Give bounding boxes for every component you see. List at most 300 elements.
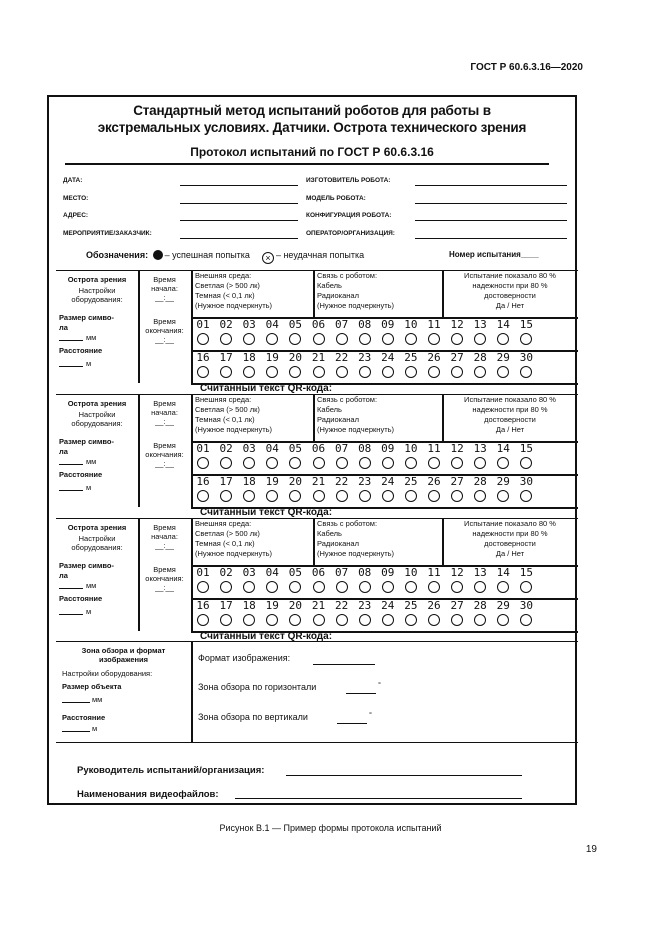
trial-circle[interactable] xyxy=(497,457,509,469)
acuity-label: Острота зрения xyxy=(67,275,127,284)
trial-circle[interactable] xyxy=(382,490,394,502)
trial-circle[interactable] xyxy=(266,333,278,345)
trial-circle[interactable] xyxy=(497,490,509,502)
fov-horizontal: Зона обзора по горизонтали xyxy=(198,682,317,692)
trial-circle[interactable] xyxy=(359,614,371,626)
trial-circle[interactable] xyxy=(266,457,278,469)
qr-text-label: Считанный текст QR-кода: xyxy=(200,507,333,518)
trial-number: 16 xyxy=(196,475,210,488)
field-label: ИЗГОТОВИТЕЛЬ РОБОТА: xyxy=(306,177,391,184)
link-option: (Нужное подчеркнуть) xyxy=(317,425,395,434)
start-time-field: __:__ xyxy=(155,541,174,550)
trial-number: 18 xyxy=(242,599,256,612)
symbol-size-label: Размер симво- xyxy=(59,313,115,322)
trial-circle[interactable] xyxy=(359,457,371,469)
environment-option: (Нужное подчеркнуть) xyxy=(195,425,273,434)
trial-circle[interactable] xyxy=(313,333,325,345)
trial-number: 26 xyxy=(427,351,441,364)
trial-number: 21 xyxy=(311,351,326,364)
distance-field[interactable] xyxy=(59,366,83,367)
trial-number: 28 xyxy=(473,351,487,364)
trial-circle[interactable] xyxy=(336,581,348,593)
trial-circle[interactable] xyxy=(428,490,440,502)
trial-number: 29 xyxy=(496,475,510,488)
trial-number: 06 xyxy=(311,318,326,331)
trial-circle[interactable] xyxy=(243,366,255,378)
trial-number: 17 xyxy=(219,599,233,612)
trial-number: 12 xyxy=(450,566,464,579)
end-time-field: __:__ xyxy=(155,335,174,344)
trial-circle[interactable] xyxy=(220,457,232,469)
trial-block xyxy=(56,270,578,395)
trial-number: 21 xyxy=(311,599,326,612)
environment-option: (Нужное подчеркнуть) xyxy=(195,301,273,310)
fov-distance: Расстояние xyxy=(62,713,106,722)
distance-label: Расстояние xyxy=(59,346,103,355)
trial-number: 18 xyxy=(242,351,256,364)
trial-number: 04 xyxy=(265,442,279,455)
start-time-label: начала: xyxy=(151,532,178,541)
trial-number: 13 xyxy=(473,442,487,455)
trial-number: 23 xyxy=(358,599,372,612)
trial-circle[interactable] xyxy=(497,333,509,345)
trial-number: 24 xyxy=(381,351,395,364)
fov-distance-field[interactable] xyxy=(62,731,90,732)
settings-label: оборудования: xyxy=(71,543,123,552)
trial-number: 22 xyxy=(334,351,349,364)
link-option: Связь с роботом: xyxy=(317,395,378,404)
trial-number: 05 xyxy=(288,566,303,579)
trial-circle[interactable] xyxy=(405,490,417,502)
trial-number: 16 xyxy=(196,351,210,364)
start-time-label: Время xyxy=(153,275,176,284)
trial-number: 10 xyxy=(404,442,418,455)
trial-number: 15 xyxy=(519,318,534,331)
trial-number: 14 xyxy=(496,442,510,455)
link-option: Связь с роботом: xyxy=(317,271,378,280)
symbol-size-field[interactable] xyxy=(59,464,83,465)
link-option: Кабель xyxy=(317,281,342,290)
link-option: (Нужное подчеркнуть) xyxy=(317,301,395,310)
trial-circle[interactable] xyxy=(382,333,394,345)
trial-circle[interactable] xyxy=(220,490,232,502)
start-time-label: Время xyxy=(153,399,176,408)
result-text: Испытание показало 80 % xyxy=(464,395,556,404)
mm-unit: мм xyxy=(86,457,97,466)
environment-option: Темная (< 0,1 лк) xyxy=(195,539,255,548)
protocol-form xyxy=(47,95,577,805)
trial-circle[interactable] xyxy=(289,366,301,378)
trial-number: 07 xyxy=(334,566,349,579)
trial-circle[interactable] xyxy=(382,366,394,378)
end-time-label: Время xyxy=(153,317,176,326)
trial-circle[interactable] xyxy=(197,581,209,593)
trial-circle[interactable] xyxy=(336,457,348,469)
fov-horizontal-field[interactable] xyxy=(346,693,376,694)
field-input[interactable] xyxy=(180,203,298,204)
trial-circle[interactable] xyxy=(313,366,325,378)
trial-circle[interactable] xyxy=(474,490,486,502)
leader-label: Руководитель испытаний/организация: xyxy=(77,765,265,776)
link-option: (Нужное подчеркнуть) xyxy=(317,549,395,558)
filled-circle-icon xyxy=(153,250,163,260)
trial-circle[interactable] xyxy=(497,614,509,626)
trial-circle[interactable] xyxy=(451,366,463,378)
trial-number: 24 xyxy=(381,475,395,488)
settings-label: Настройки xyxy=(78,410,116,419)
environment-option: Внешняя среда: xyxy=(195,395,252,404)
trial-circle[interactable] xyxy=(220,333,232,345)
acuity-label: Острота зрения xyxy=(67,523,127,532)
trial-circle[interactable] xyxy=(451,614,463,626)
result-text: Испытание показало 80 % xyxy=(464,519,556,528)
fov-format: Формат изображения: xyxy=(198,653,291,663)
field-label: ДАТА: xyxy=(63,177,83,184)
trial-circle[interactable] xyxy=(289,614,301,626)
trial-circle[interactable] xyxy=(336,333,348,345)
trial-number: 02 xyxy=(219,442,233,455)
result-text: Да / Нет xyxy=(495,549,525,558)
trial-circle[interactable] xyxy=(497,366,509,378)
end-time-label: окончания: xyxy=(145,450,184,459)
trial-number: 08 xyxy=(358,442,372,455)
trial-number: 04 xyxy=(265,318,279,331)
result-text: надежности при 80 % xyxy=(472,405,548,414)
trial-number: 13 xyxy=(473,318,487,331)
fov-divider xyxy=(191,642,193,742)
trial-circle[interactable] xyxy=(313,581,325,593)
end-time-label: окончания: xyxy=(145,574,184,583)
trial-number: 22 xyxy=(334,475,349,488)
trial-circle[interactable] xyxy=(359,490,371,502)
symbol-size-label: ла xyxy=(59,323,68,332)
field-input[interactable] xyxy=(415,238,567,239)
trial-number: 23 xyxy=(358,475,372,488)
trial-number: 11 xyxy=(427,442,441,455)
symbol-size-label: ла xyxy=(59,447,68,456)
trial-circle[interactable] xyxy=(243,614,255,626)
trial-number: 12 xyxy=(450,318,464,331)
trial-circle[interactable] xyxy=(289,490,301,502)
end-time-label: Время xyxy=(153,565,176,574)
fov-horizontal-deg: ° xyxy=(378,680,381,689)
trial-circle[interactable] xyxy=(451,581,463,593)
mm-unit: мм xyxy=(86,333,97,342)
acuity-label: Острота зрения xyxy=(67,399,127,408)
trial-number: 22 xyxy=(334,599,349,612)
legend-fail: – неудачная попытка xyxy=(275,250,365,260)
trial-circle[interactable] xyxy=(520,490,532,502)
legend-label: Обозначения: xyxy=(86,250,149,260)
trial-circle[interactable] xyxy=(474,614,486,626)
field-input[interactable] xyxy=(180,220,298,221)
distance-label: Расстояние xyxy=(59,470,103,479)
start-time-label: начала: xyxy=(151,284,178,293)
trial-circle[interactable] xyxy=(474,366,486,378)
trial-circle[interactable] xyxy=(313,614,325,626)
trial-number: 19 xyxy=(265,599,279,612)
trial-circle[interactable] xyxy=(428,581,440,593)
link-option: Связь с роботом: xyxy=(317,519,378,528)
trial-block xyxy=(56,518,578,643)
fov-object-size: Размер объекта xyxy=(62,682,122,691)
trial-number: 17 xyxy=(219,351,233,364)
trial-circle[interactable] xyxy=(428,366,440,378)
result-text: достоверности xyxy=(484,415,536,424)
trial-number: 07 xyxy=(334,442,349,455)
trial-number: 07 xyxy=(334,318,349,331)
trial-circle[interactable] xyxy=(405,457,417,469)
link-option: Радиоканал xyxy=(317,415,359,424)
trial-circle[interactable] xyxy=(220,581,232,593)
trial-circle[interactable] xyxy=(289,457,301,469)
field-input[interactable] xyxy=(415,185,567,186)
trial-circle[interactable] xyxy=(243,490,255,502)
start-time-field: __:__ xyxy=(155,417,174,426)
trial-number: 03 xyxy=(242,442,256,455)
trial-circle[interactable] xyxy=(336,614,348,626)
trial-circle[interactable] xyxy=(289,581,301,593)
field-input[interactable] xyxy=(180,185,298,186)
trial-circle[interactable] xyxy=(266,366,278,378)
environment-option: Темная (< 0,1 лк) xyxy=(195,415,255,424)
trial-circle[interactable] xyxy=(359,581,371,593)
trial-number: 03 xyxy=(242,318,256,331)
start-time-field: __:__ xyxy=(155,293,174,302)
legend xyxy=(86,250,364,264)
settings-label: Настройки xyxy=(78,534,116,543)
trial-number: 21 xyxy=(311,475,326,488)
trial-circle[interactable] xyxy=(405,614,417,626)
trial-circle[interactable] xyxy=(520,614,532,626)
trial-number: 15 xyxy=(519,442,534,455)
trial-number: 20 xyxy=(288,599,303,612)
distance-field[interactable] xyxy=(59,490,83,491)
trial-number: 18 xyxy=(242,475,256,488)
settings-label: оборудования: xyxy=(71,419,123,428)
symbol-size-field[interactable] xyxy=(59,588,83,589)
trial-number: 27 xyxy=(450,599,464,612)
trial-circle[interactable] xyxy=(497,581,509,593)
trial-circle[interactable] xyxy=(405,366,417,378)
trial-circle[interactable] xyxy=(243,581,255,593)
fov-m: м xyxy=(92,724,98,733)
trial-number: 26 xyxy=(427,599,441,612)
trial-circle[interactable] xyxy=(197,333,209,345)
trial-circle[interactable] xyxy=(520,581,532,593)
trial-circle[interactable] xyxy=(313,490,325,502)
field-label: АДРЕС: xyxy=(63,212,89,219)
trial-circle[interactable] xyxy=(243,333,255,345)
fov-mm: мм xyxy=(92,695,103,704)
environment-option: Темная (< 0,1 лк) xyxy=(195,291,255,300)
test-number[interactable]: Номер испытания____ xyxy=(449,250,539,259)
qr-text-label: Считанный текст QR-кода: xyxy=(200,383,333,394)
trial-circle[interactable] xyxy=(474,457,486,469)
environment-option: (Нужное подчеркнуть) xyxy=(195,549,273,558)
leader-field[interactable] xyxy=(286,775,522,776)
trial-circle[interactable] xyxy=(451,333,463,345)
trial-circle[interactable] xyxy=(336,490,348,502)
distance-field[interactable] xyxy=(59,614,83,615)
form-title-line1: Стандартный метод испытаний роботов для работы в xyxy=(133,103,491,118)
field-label: МЕРОПРИЯТИЕ/ЗАКАЗЧИК: xyxy=(63,230,152,237)
environment-option: Светлая (> 500 лк) xyxy=(195,281,260,290)
trial-circle[interactable] xyxy=(243,457,255,469)
trial-number: 25 xyxy=(404,599,418,612)
trial-circle[interactable] xyxy=(382,457,394,469)
result-text: достоверности xyxy=(484,539,536,548)
videos-field[interactable] xyxy=(235,798,522,799)
trial-number: 27 xyxy=(450,475,464,488)
trial-circle[interactable] xyxy=(220,614,232,626)
result-text: Да / Нет xyxy=(495,301,525,310)
link-option: Радиоканал xyxy=(317,291,359,300)
crossed-circle-icon: × xyxy=(262,252,274,264)
figure-caption: Рисунок В.1 — Пример формы протокола испытаний xyxy=(219,823,442,833)
trial-number: 03 xyxy=(242,566,256,579)
trial-circle[interactable] xyxy=(451,457,463,469)
trial-circle[interactable] xyxy=(405,581,417,593)
trial-circle[interactable] xyxy=(428,614,440,626)
trial-number: 06 xyxy=(311,566,326,579)
symbol-size-label: ла xyxy=(59,571,68,580)
end-time-field: __:__ xyxy=(155,459,174,468)
trial-circle[interactable] xyxy=(520,366,532,378)
environment-option: Внешняя среда: xyxy=(195,271,252,280)
trial-number: 09 xyxy=(381,318,395,331)
trial-number: 06 xyxy=(311,442,326,455)
trial-number: 05 xyxy=(288,318,303,331)
environment-option: Светлая (> 500 лк) xyxy=(195,405,260,414)
block-divider xyxy=(313,519,315,565)
block-divider xyxy=(313,395,315,441)
trial-number: 24 xyxy=(381,599,395,612)
trial-number: 12 xyxy=(450,442,464,455)
trial-circle[interactable] xyxy=(313,457,325,469)
trial-number: 20 xyxy=(288,351,303,364)
trial-number: 01 xyxy=(196,442,210,455)
trial-circle[interactable] xyxy=(197,490,209,502)
settings-label: оборудования: xyxy=(71,295,123,304)
protocol-title: Протокол испытаний по ГОСТ Р 60.6.3.16 xyxy=(190,145,434,159)
standard-reference: ГОСТ Р 60.6.3.16—2020 xyxy=(470,62,583,73)
mm-unit: мм xyxy=(86,581,97,590)
trial-circle[interactable] xyxy=(197,366,209,378)
trial-number: 11 xyxy=(427,318,441,331)
field-label: МЕСТО: xyxy=(63,195,89,202)
trial-number: 14 xyxy=(496,566,510,579)
trial-number: 28 xyxy=(473,599,487,612)
trial-circle[interactable] xyxy=(220,366,232,378)
trial-circle[interactable] xyxy=(359,333,371,345)
link-option: Кабель xyxy=(317,405,342,414)
result-text: достоверности xyxy=(484,291,536,300)
trial-number: 16 xyxy=(196,599,210,612)
trial-circle[interactable] xyxy=(197,457,209,469)
trial-circle[interactable] xyxy=(382,581,394,593)
trial-number: 14 xyxy=(496,318,510,331)
trial-number: 11 xyxy=(427,566,441,579)
trial-number: 29 xyxy=(496,599,510,612)
trial-circle[interactable] xyxy=(336,366,348,378)
trial-circle[interactable] xyxy=(266,614,278,626)
result-text: Да / Нет xyxy=(495,425,525,434)
trial-number: 08 xyxy=(358,566,372,579)
trial-circle[interactable] xyxy=(428,333,440,345)
link-option: Кабель xyxy=(317,529,342,538)
trial-number: 05 xyxy=(288,442,303,455)
trial-circle[interactable] xyxy=(520,333,532,345)
trial-number: 04 xyxy=(265,566,279,579)
trial-circle[interactable] xyxy=(266,490,278,502)
trial-number: 13 xyxy=(473,566,487,579)
trial-number: 25 xyxy=(404,351,418,364)
fov-vertical-field[interactable] xyxy=(337,723,367,724)
trial-number: 09 xyxy=(381,442,395,455)
field-label: ОПЕРАТОР/ОРГАНИЗАЦИЯ: xyxy=(306,230,395,237)
settings-label: Настройки xyxy=(78,286,116,295)
trial-block xyxy=(56,394,578,519)
trial-number: 01 xyxy=(196,318,210,331)
trial-number: 01 xyxy=(196,566,210,579)
result-text: надежности при 80 % xyxy=(472,281,548,290)
link-option: Радиоканал xyxy=(317,539,359,548)
trial-circle[interactable] xyxy=(359,366,371,378)
trial-number: 10 xyxy=(404,318,418,331)
qr-text-label: Считанный текст QR-кода: xyxy=(200,631,333,642)
trial-circle[interactable] xyxy=(451,490,463,502)
block-divider xyxy=(313,271,315,317)
trial-circle[interactable] xyxy=(428,457,440,469)
end-time-label: Время xyxy=(153,441,176,450)
end-time-label: окончания: xyxy=(145,326,184,335)
distance-label: Расстояние xyxy=(59,594,103,603)
field-input[interactable] xyxy=(415,220,567,221)
end-time-field: __:__ xyxy=(155,583,174,592)
symbol-size-field[interactable] xyxy=(59,340,83,341)
trial-circle[interactable] xyxy=(520,457,532,469)
fov-title: Зона обзора и формат изображения xyxy=(81,646,166,664)
m-unit: м xyxy=(86,607,92,616)
field-input[interactable] xyxy=(180,238,298,239)
trial-circle[interactable] xyxy=(197,614,209,626)
trial-circle[interactable] xyxy=(266,581,278,593)
trial-number: 02 xyxy=(219,566,233,579)
fov-format-field[interactable] xyxy=(313,664,375,665)
fov-object-size-field[interactable] xyxy=(62,702,90,703)
m-unit: м xyxy=(86,483,92,492)
trial-number: 25 xyxy=(404,475,418,488)
environment-option: Внешняя среда: xyxy=(195,519,252,528)
trial-number: 26 xyxy=(427,475,441,488)
videos-label: Наименования видеофайлов: xyxy=(77,789,219,800)
trial-circle[interactable] xyxy=(474,581,486,593)
trial-number: 23 xyxy=(358,351,372,364)
trial-number: 17 xyxy=(219,475,233,488)
field-input[interactable] xyxy=(415,203,567,204)
trial-circle[interactable] xyxy=(382,614,394,626)
symbol-size-label: Размер симво- xyxy=(59,437,115,446)
trial-circle[interactable] xyxy=(474,333,486,345)
field-label: МОДЕЛЬ РОБОТА: xyxy=(306,195,366,202)
start-time-label: Время xyxy=(153,523,176,532)
result-text: надежности при 80 % xyxy=(472,529,548,538)
trial-number: 10 xyxy=(404,566,418,579)
trial-number: 20 xyxy=(288,475,303,488)
trial-circle[interactable] xyxy=(289,333,301,345)
trial-circle[interactable] xyxy=(405,333,417,345)
